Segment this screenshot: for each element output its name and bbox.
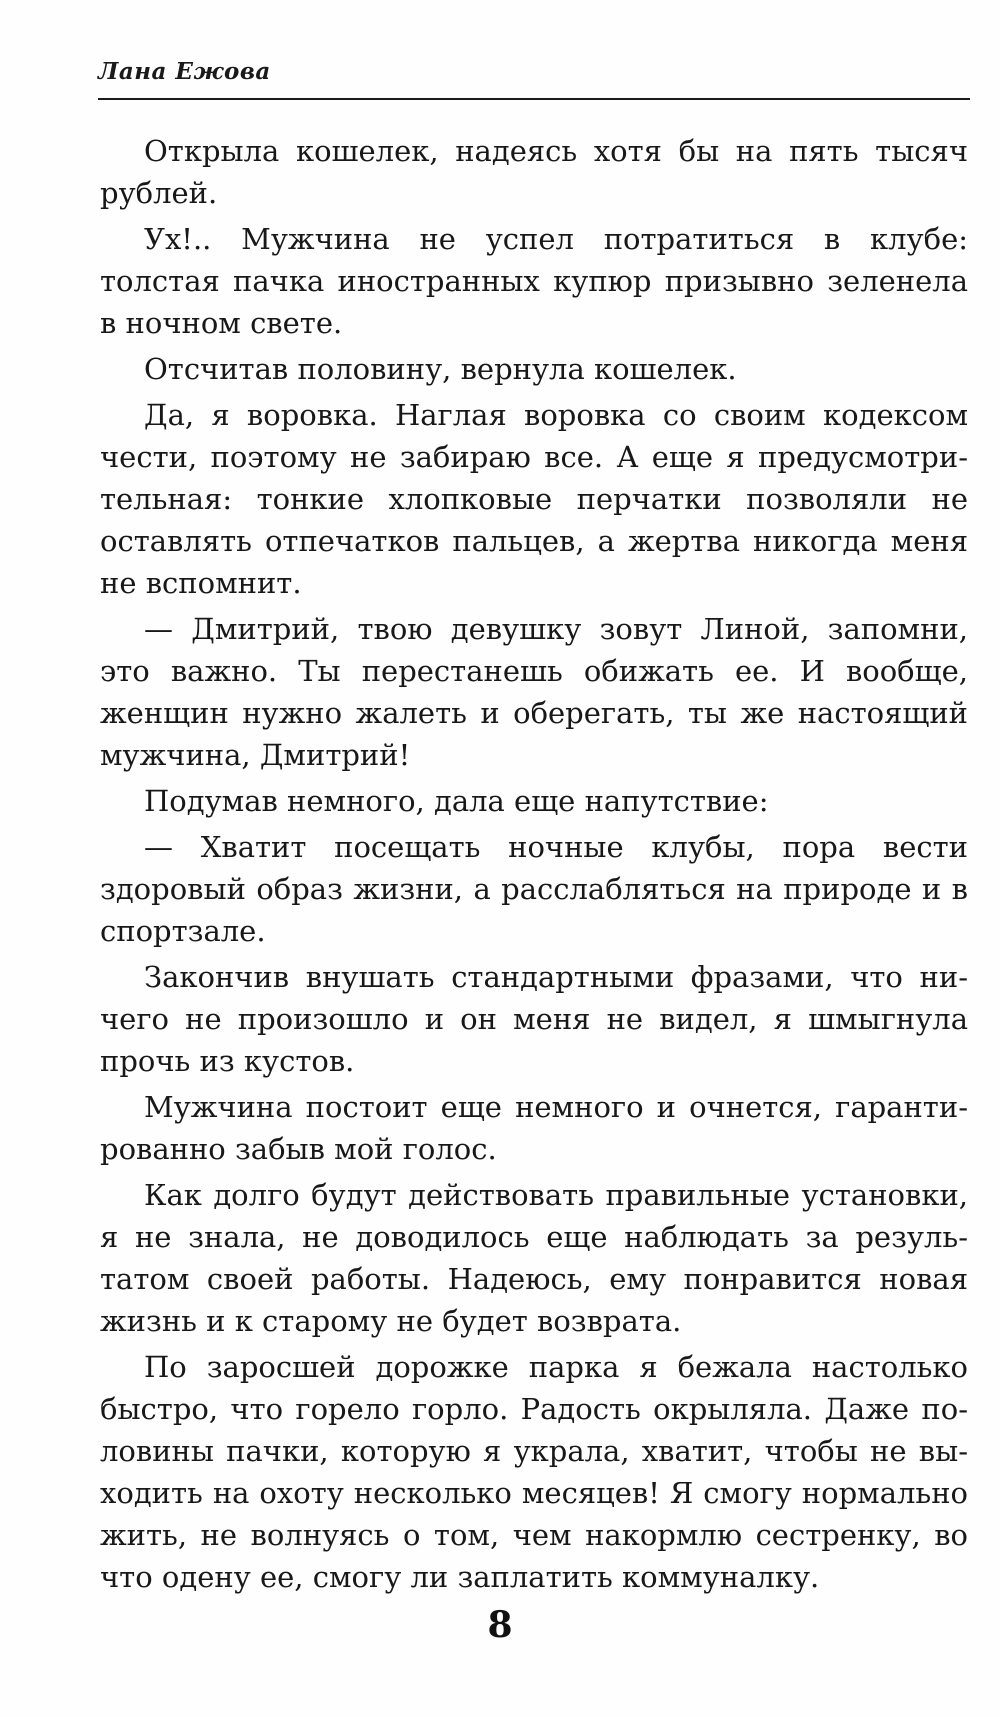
page-number: 8 <box>487 1604 513 1646</box>
paragraph-4: Да, я воровка. Наглая воровка со своим кодексом чести, поэтому не забираю все. А еще я предусмотрительная: тонкие хлопковые перчатки позволяли не оставлять отпечатков пальцев, а жертва никогда меня не вспомнит. <box>100 398 968 600</box>
paragraph-2: Ух!.. Мужчина не успел потратиться в клубе: толстая пачка иностранных купюр призывно зеленела в ночном свете. <box>100 222 968 340</box>
page-body <box>100 130 968 1602</box>
paragraph-1: Открыла кошелек, надеясь хотя бы на пять тысяч рублей. <box>100 134 968 210</box>
paragraph-8: Закончив внушать стандартными фразами, что ничего не произошло и он меня не видел, я шмыгнула прочь из кустов. <box>100 960 968 1078</box>
header-author: Лана Ежова <box>98 58 271 85</box>
running-header <box>98 52 970 100</box>
paragraph-3: Отсчитав половину, вернула кошелек. <box>144 352 737 386</box>
paragraph-6: Подумав немного, дала еще напутствие: <box>144 784 769 818</box>
paragraph-7: — Хватит посещать ночные клубы, пора вести здоровый образ жизни, а расслабляться на природе и в спортзале. <box>100 830 968 948</box>
paragraph-9: Мужчина постоит еще немного и очнется, гарантированно забыв мой голос. <box>100 1090 968 1166</box>
paragraph-10: Как долго будут действовать правильные установки, я не знала, не доводилось еще наблюдать за результатом своей работы. Надеюсь, ему понравится новая жизнь и к старому не будет возврата. <box>100 1178 968 1338</box>
paragraph-5: — Дмитрий, твою девушку зовут Линой, запомни, это важно. Ты перестанешь обижать ее. И вообще, женщин нужно жалеть и оберегать, ты же настоящий мужчина, Дмитрий! <box>100 612 968 772</box>
paragraph-11: По заросшей дорожке парка я бежала настолько быстро, что горело горло. Радость окрыляла. Даже половины пачки, которую я украла, хватит, чтобы не выходить на охоту несколько месяцев! Я смогу нормально жить, не волнуясь о том, чем накормлю сестренку, во что одену ее, смогу ли заплатить коммуналку. <box>100 1350 968 1594</box>
